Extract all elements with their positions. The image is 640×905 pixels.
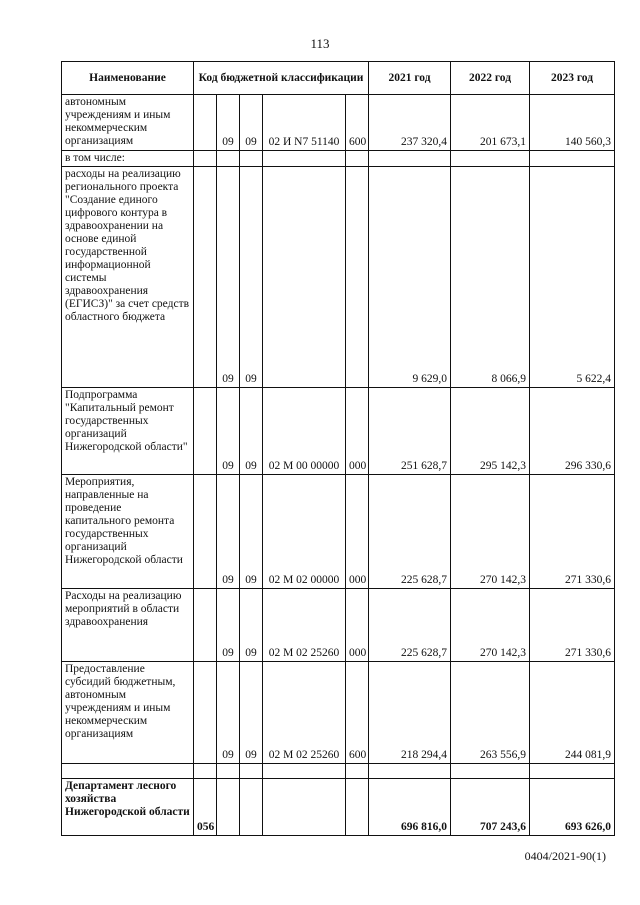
value-2022: 270 142,3: [451, 589, 530, 662]
table-spacer-row: [62, 764, 615, 779]
value-2021: 225 628,7: [369, 475, 451, 589]
row-name: Департамент лесного хозяйства Нижегородской области: [62, 779, 194, 836]
code-section: 09: [217, 662, 240, 764]
value-2022: 295 142,3: [451, 388, 530, 475]
code-admin: 056: [194, 779, 217, 836]
document-code: 0404/2021-90(1): [524, 849, 606, 863]
page-number: 113: [310, 36, 330, 51]
code-expense-type: 600: [346, 662, 369, 764]
code-target: 02 И N7 51140: [263, 95, 346, 151]
header-code: Код бюджетной классификации: [194, 62, 369, 95]
value-2023: 244 081,9: [530, 662, 615, 764]
code-admin: [194, 95, 217, 151]
table-row: [62, 589, 615, 662]
table-row: [62, 151, 615, 167]
value-2023: 271 330,6: [530, 475, 615, 589]
code-target: [263, 167, 346, 388]
code-admin: [194, 151, 217, 167]
code-section: [217, 151, 240, 167]
table-row: [62, 388, 615, 475]
code-subsection: 09: [240, 388, 263, 475]
code-target: 02 М 02 25260: [263, 589, 346, 662]
value-2021: 225 628,7: [369, 589, 451, 662]
code-subsection: [240, 779, 263, 836]
code-target: [263, 151, 346, 167]
row-name: Подпрограмма "Капитальный ремонт государственных организаций Нижегородской области": [62, 388, 194, 475]
value-2022: 8 066,9: [451, 167, 530, 388]
table-row-department: [62, 779, 615, 836]
table-row: [62, 475, 615, 589]
code-subsection: 09: [240, 167, 263, 388]
budget-table: [61, 61, 615, 836]
value-2023: [530, 151, 615, 167]
row-name: Мероприятия, направленные на проведение капитального ремонта государственных организаций Нижегородской области: [62, 475, 194, 589]
code-subsection: 09: [240, 589, 263, 662]
code-admin: [194, 475, 217, 589]
code-expense-type: 000: [346, 388, 369, 475]
code-admin: [194, 167, 217, 388]
code-expense-type: 600: [346, 95, 369, 151]
code-section: 09: [217, 388, 240, 475]
value-2022: [451, 151, 530, 167]
code-expense-type: [346, 779, 369, 836]
value-2023: 140 560,3: [530, 95, 615, 151]
value-2023: 693 626,0: [530, 779, 615, 836]
code-section: 09: [217, 95, 240, 151]
value-2022: 201 673,1: [451, 95, 530, 151]
value-2021: 251 628,7: [369, 388, 451, 475]
code-target: 02 М 02 25260: [263, 662, 346, 764]
header-2023: 2023 год: [530, 62, 615, 95]
code-target: 02 М 00 00000: [263, 388, 346, 475]
value-2023: 271 330,6: [530, 589, 615, 662]
row-name: Расходы на реализацию мероприятий в области здравоохранения: [62, 589, 194, 662]
table-row: [62, 662, 615, 764]
code-target: [263, 779, 346, 836]
code-subsection: 09: [240, 662, 263, 764]
code-admin: [194, 589, 217, 662]
code-section: 09: [217, 475, 240, 589]
code-expense-type: [346, 167, 369, 388]
code-section: 09: [217, 167, 240, 388]
value-2021: [369, 151, 451, 167]
value-2021: 696 816,0: [369, 779, 451, 836]
code-subsection: 09: [240, 475, 263, 589]
header-name: Наименование: [62, 62, 194, 95]
code-section: 09: [217, 589, 240, 662]
row-name: в том числе:: [62, 151, 194, 167]
code-expense-type: 000: [346, 475, 369, 589]
value-2022: 707 243,6: [451, 779, 530, 836]
row-name: расходы на реализацию регионального проекта "Создание единого цифрового контура в здравоохранении на основе единой государственной информационной системы здравоохранения (ЕГИСЗ)" за счет средств областного бюджета: [62, 167, 194, 388]
code-subsection: [240, 151, 263, 167]
code-admin: [194, 662, 217, 764]
row-name: автономным учреждениям и иным некоммерческим организациям: [62, 95, 194, 151]
value-2023: 5 622,4: [530, 167, 615, 388]
table-row: [62, 95, 615, 151]
code-target: 02 М 02 00000: [263, 475, 346, 589]
row-name: Предоставление субсидий бюджетным, автономным учреждениям и иным некоммерческим организациям: [62, 662, 194, 764]
value-2021: 9 629,0: [369, 167, 451, 388]
header-2021: 2021 год: [369, 62, 451, 95]
value-2022: 270 142,3: [451, 475, 530, 589]
code-subsection: 09: [240, 95, 263, 151]
table-body: [62, 95, 615, 836]
value-2021: 237 320,4: [369, 95, 451, 151]
table-header-row: [62, 62, 615, 95]
value-2021: 218 294,4: [369, 662, 451, 764]
code-admin: [194, 388, 217, 475]
table-row: [62, 167, 615, 388]
code-expense-type: 000: [346, 589, 369, 662]
value-2023: 296 330,6: [530, 388, 615, 475]
value-2022: 263 556,9: [451, 662, 530, 764]
code-section: [217, 779, 240, 836]
header-2022: 2022 год: [451, 62, 530, 95]
code-expense-type: [346, 151, 369, 167]
